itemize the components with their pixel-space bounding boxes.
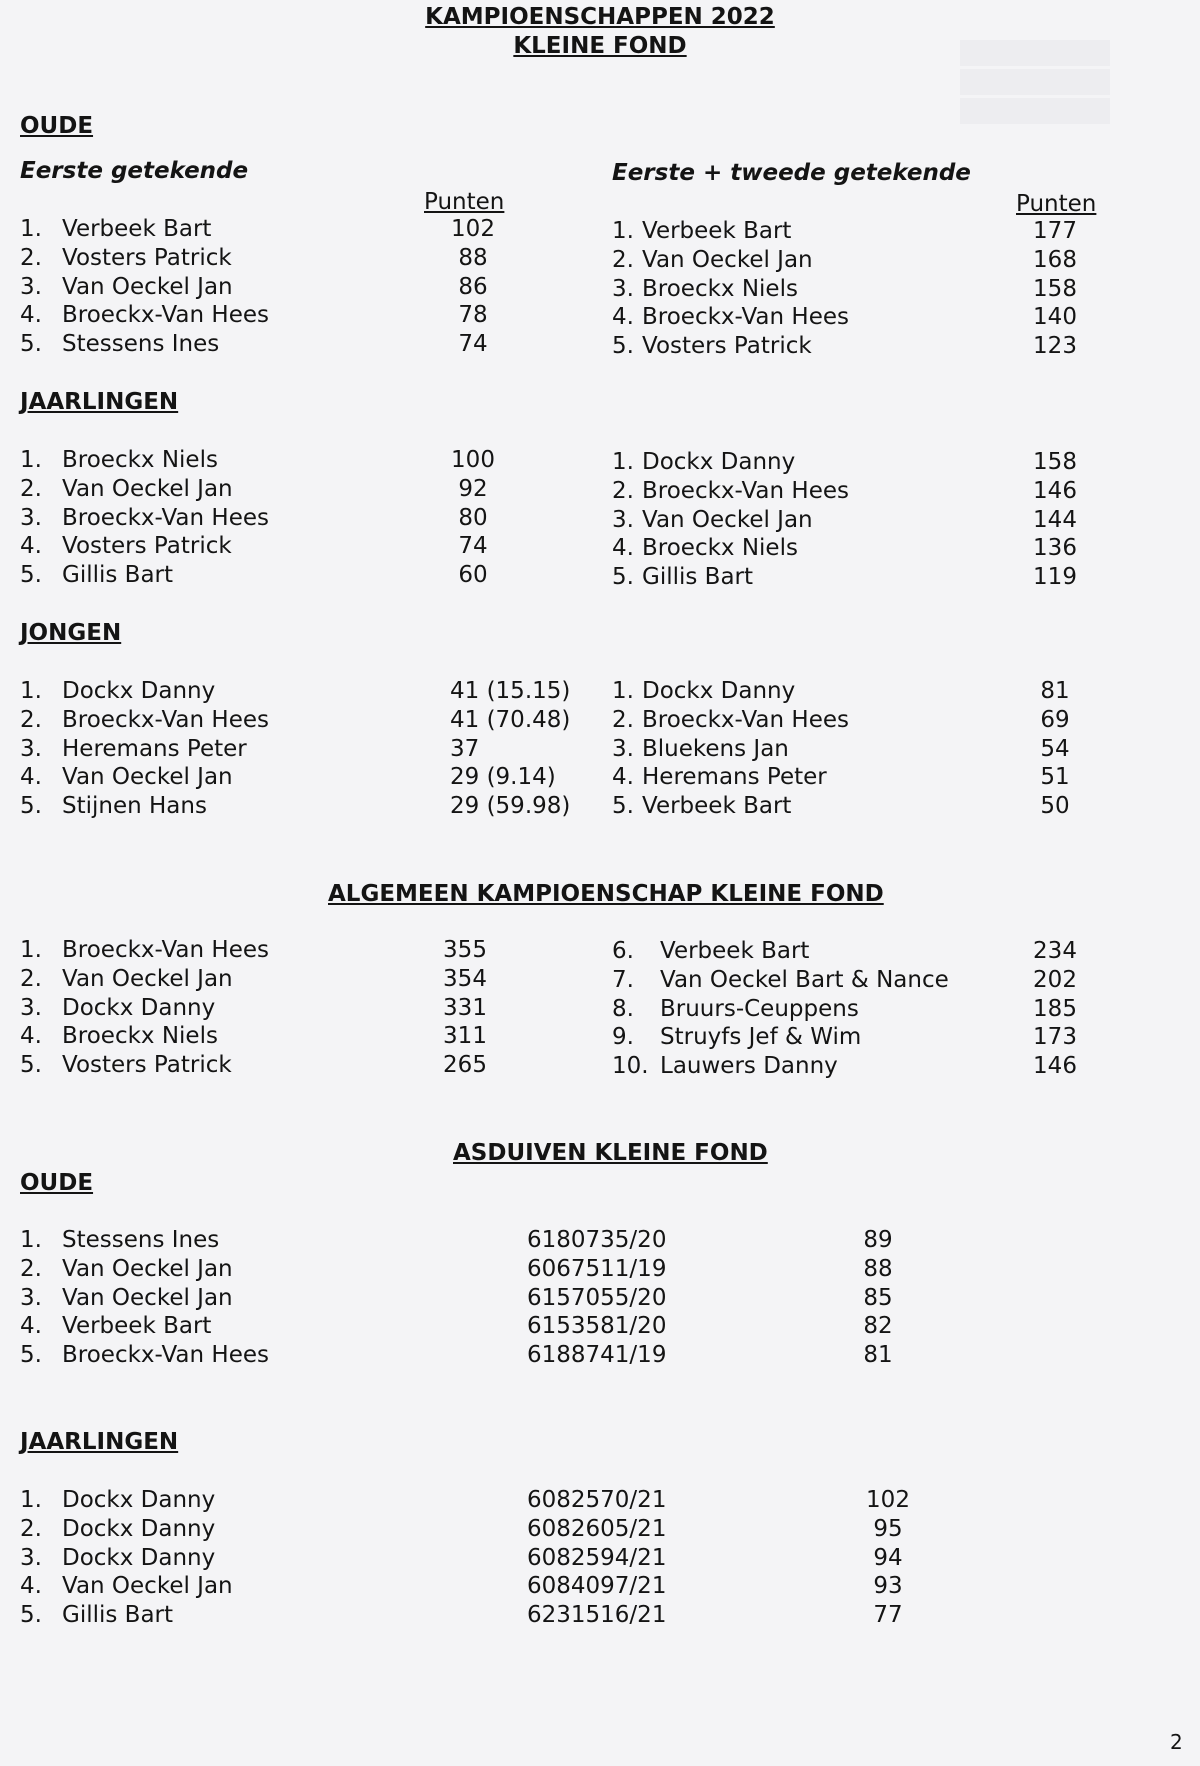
name: Broeckx Niels	[62, 447, 218, 473]
rank: 6.	[612, 938, 634, 964]
list-item	[0, 217, 1200, 246]
list-item	[0, 1023, 1200, 1052]
points-label-left: Punten	[424, 189, 505, 215]
rank: 4.	[20, 1023, 42, 1050]
list-item	[0, 275, 1200, 304]
points: 92	[458, 475, 488, 502]
subheading-eerste-getekende: Eerste getekende	[20, 158, 249, 184]
points: 234	[1033, 938, 1077, 964]
ring-number: 6188741/19	[527, 1342, 667, 1369]
name: Vosters Patrick	[62, 533, 232, 560]
name: Gillis Bart	[62, 562, 174, 589]
rank: 5.	[20, 1602, 42, 1629]
name: Dockx Danny	[62, 1515, 216, 1542]
name: Van Oeckel Jan	[62, 1573, 233, 1600]
rank: 2.	[612, 246, 634, 273]
points: 88	[863, 1255, 893, 1282]
points: 74	[458, 533, 488, 560]
points: 41 (70.48)	[450, 706, 571, 733]
list-item	[0, 677, 1200, 706]
rank: 1.	[612, 449, 634, 475]
name: Dockx Danny	[62, 994, 216, 1021]
name: Van Oeckel Jan	[62, 1284, 233, 1311]
name: Van Oeckel Jan	[62, 475, 233, 502]
list-item	[0, 1515, 1200, 1544]
name: Bruurs-Ceuppens	[660, 995, 859, 1022]
points: 37	[450, 735, 480, 762]
name: Struyfs Jef & Wim	[660, 1024, 862, 1051]
points: 158	[1033, 449, 1077, 475]
rank: 1.	[20, 1227, 42, 1253]
rank: 7.	[612, 966, 634, 993]
name: Stijnen Hans	[62, 793, 207, 820]
name: Vosters Patrick	[642, 333, 812, 360]
name: Broeckx Niels	[642, 535, 798, 562]
points: 202	[1033, 966, 1077, 993]
rank: 5.	[612, 333, 634, 360]
points: 29 (59.98)	[450, 793, 571, 820]
list-item	[0, 534, 1200, 563]
list-item	[0, 1486, 1200, 1515]
points: 77	[873, 1602, 903, 1629]
name: Broeckx-Van Hees	[62, 706, 269, 733]
section-heading-algemeen: ALGEMEEN KAMPIOENSCHAP KLEINE FOND	[328, 881, 884, 907]
name: Stessens Ines	[62, 1227, 220, 1253]
list-item	[0, 303, 1200, 332]
list-item	[0, 1284, 1200, 1313]
page-number: 2	[1170, 1730, 1183, 1754]
points: 95	[873, 1515, 903, 1542]
rank: 4.	[20, 764, 42, 791]
rank: 3.	[20, 994, 42, 1021]
points: 102	[866, 1487, 910, 1513]
points: 41 (15.15)	[450, 678, 571, 704]
rank: 3.	[20, 1544, 42, 1571]
points: 173	[1033, 1024, 1077, 1051]
points: 355	[443, 937, 487, 963]
list-item	[0, 937, 1200, 966]
list-item	[0, 506, 1200, 535]
name: Vosters Patrick	[62, 1052, 232, 1079]
rank: 4.	[20, 533, 42, 560]
rank: 3.	[612, 275, 634, 302]
section-heading-oude: OUDE	[20, 113, 94, 139]
points: 69	[1040, 706, 1070, 733]
rank: 4.	[20, 302, 42, 329]
name: Van Oeckel Jan	[62, 273, 233, 300]
rank: 9.	[612, 1024, 634, 1051]
points: 102	[451, 216, 495, 242]
rank: 1.	[612, 218, 634, 244]
ring-number: 6157055/20	[527, 1284, 667, 1311]
points: 144	[1033, 506, 1077, 533]
points: 177	[1033, 218, 1077, 244]
rank: 2.	[20, 1255, 42, 1282]
section-heading-asduiven: ASDUIVEN KLEINE FOND	[453, 1140, 768, 1166]
points: 86	[458, 273, 488, 300]
name: Dockx Danny	[642, 449, 796, 475]
rank: 3.	[612, 506, 634, 533]
rank: 5.	[20, 562, 42, 589]
points: 29 (9.14)	[450, 764, 556, 791]
rank: 5.	[20, 1342, 42, 1369]
rank: 5.	[612, 793, 634, 820]
rank: 8.	[612, 995, 634, 1022]
points: 60	[458, 562, 488, 589]
name: Vosters Patrick	[62, 244, 232, 271]
points: 119	[1033, 564, 1077, 591]
rank: 4.	[612, 535, 634, 562]
points: 136	[1033, 535, 1077, 562]
list-item	[0, 735, 1200, 764]
asduiven-heading-jaarlingen: JAARLINGEN	[20, 1429, 179, 1455]
points: 82	[863, 1313, 893, 1340]
points: 331	[443, 994, 487, 1021]
rank: 2.	[612, 477, 634, 504]
rank: 2.	[20, 706, 42, 733]
ring-number: 6153581/20	[527, 1313, 667, 1340]
name: Gillis Bart	[62, 1602, 174, 1629]
rank: 3.	[20, 504, 42, 531]
points: 265	[443, 1052, 487, 1079]
rank: 5.	[20, 1052, 42, 1079]
name: Dockx Danny	[62, 678, 216, 704]
rank: 4.	[612, 304, 634, 331]
rank: 2.	[20, 1515, 42, 1542]
rank: 3.	[20, 1284, 42, 1311]
name: Broeckx-Van Hees	[642, 304, 849, 331]
points: 185	[1033, 995, 1077, 1022]
name: Van Oeckel Jan	[62, 965, 233, 992]
rank: 1.	[20, 447, 42, 473]
points: 93	[873, 1573, 903, 1600]
rank: 4.	[20, 1573, 42, 1600]
points: 168	[1033, 246, 1077, 273]
name: Bluekens Jan	[642, 735, 789, 762]
asduiven-heading-oude: OUDE	[20, 1170, 94, 1196]
ring-number: 6180735/20	[527, 1227, 667, 1253]
points: 146	[1033, 477, 1077, 504]
rank: 1.	[20, 216, 42, 242]
name: Stessens Ines	[62, 331, 220, 358]
list-item	[0, 448, 1200, 477]
name: Dockx Danny	[642, 678, 796, 704]
name: Heremans Peter	[62, 735, 247, 762]
name: Van Oeckel Jan	[62, 1255, 233, 1282]
ring-number: 6084097/21	[527, 1573, 667, 1600]
name: Heremans Peter	[642, 764, 827, 791]
points: 354	[443, 965, 487, 992]
page-subtitle: KLEINE FOND	[513, 33, 687, 59]
list-item	[0, 792, 1200, 821]
rank: 5.	[20, 331, 42, 358]
list-item	[0, 1255, 1200, 1284]
rank: 4.	[20, 1313, 42, 1340]
list-item	[0, 1312, 1200, 1341]
name: Broeckx-Van Hees	[62, 1342, 269, 1369]
name: Broeckx-Van Hees	[62, 937, 269, 963]
points: 123	[1033, 333, 1077, 360]
name: Verbeek Bart	[660, 938, 810, 964]
rank: 1.	[20, 1487, 42, 1513]
name: Broeckx Niels	[642, 275, 798, 302]
subheading-eerste-tweede-getekende: Eerste + tweede getekende	[612, 160, 971, 186]
list-item	[0, 763, 1200, 792]
list-item	[0, 1601, 1200, 1630]
name: Lauwers Danny	[660, 1053, 838, 1080]
list-item	[0, 966, 1200, 995]
list-item	[0, 563, 1200, 592]
list-item	[0, 1544, 1200, 1573]
name: Broeckx-Van Hees	[62, 302, 269, 329]
rank: 3.	[20, 273, 42, 300]
ring-number: 6231516/21	[527, 1602, 667, 1629]
ring-number: 6082605/21	[527, 1515, 667, 1542]
rank: 1.	[20, 678, 42, 704]
list-item	[0, 1226, 1200, 1255]
list-item	[0, 1572, 1200, 1601]
rank: 2.	[20, 965, 42, 992]
points: 50	[1040, 793, 1070, 820]
name: Van Oeckel Bart & Nance	[660, 966, 949, 993]
points: 146	[1033, 1053, 1077, 1080]
list-item	[0, 1052, 1200, 1081]
name: Broeckx-Van Hees	[642, 477, 849, 504]
name: Verbeek Bart	[642, 218, 792, 244]
name: Broeckx-Van Hees	[62, 504, 269, 531]
rank: 1.	[20, 937, 42, 963]
points: 81	[863, 1342, 893, 1369]
rank: 3.	[612, 735, 634, 762]
list-item	[0, 706, 1200, 735]
name: Broeckx-Van Hees	[642, 706, 849, 733]
points: 54	[1040, 735, 1070, 762]
rank: 2.	[20, 475, 42, 502]
ring-number: 6067511/19	[527, 1255, 667, 1282]
name: Dockx Danny	[62, 1487, 216, 1513]
points: 85	[863, 1284, 893, 1311]
rank: 1.	[612, 678, 634, 704]
name: Van Oeckel Jan	[642, 246, 813, 273]
name: Verbeek Bart	[642, 793, 792, 820]
rank: 5.	[20, 793, 42, 820]
rank: 2.	[20, 244, 42, 271]
rank: 5.	[612, 564, 634, 591]
name: Van Oeckel Jan	[642, 506, 813, 533]
section-heading-jaarlingen: JAARLINGEN	[20, 389, 179, 415]
points: 140	[1033, 304, 1077, 331]
section-heading-jongen: JONGEN	[20, 620, 122, 646]
points: 89	[863, 1227, 893, 1253]
list-item	[0, 332, 1200, 361]
name: Broeckx Niels	[62, 1023, 218, 1050]
list-item	[0, 995, 1200, 1024]
points: 94	[873, 1544, 903, 1571]
name: Verbeek Bart	[62, 216, 212, 242]
list-item	[0, 1341, 1200, 1370]
points: 311	[443, 1023, 487, 1050]
points: 74	[458, 331, 488, 358]
rank: 2.	[612, 706, 634, 733]
points: 51	[1040, 764, 1070, 791]
list-item	[0, 246, 1200, 275]
points: 158	[1033, 275, 1077, 302]
name: Van Oeckel Jan	[62, 764, 233, 791]
points: 81	[1040, 678, 1070, 704]
rank: 10.	[612, 1053, 649, 1080]
name: Gillis Bart	[642, 564, 754, 591]
ring-number: 6082570/21	[527, 1487, 667, 1513]
ring-number: 6082594/21	[527, 1544, 667, 1571]
name: Dockx Danny	[62, 1544, 216, 1571]
points: 80	[458, 504, 488, 531]
points: 78	[458, 302, 488, 329]
points: 100	[451, 447, 495, 473]
list-item	[0, 477, 1200, 506]
page-title: KAMPIOENSCHAPPEN 2022	[425, 4, 775, 30]
rank: 4.	[612, 764, 634, 791]
points-label-right: Punten	[1016, 191, 1097, 217]
name: Verbeek Bart	[62, 1313, 212, 1340]
rank: 3.	[20, 735, 42, 762]
points: 88	[458, 244, 488, 271]
